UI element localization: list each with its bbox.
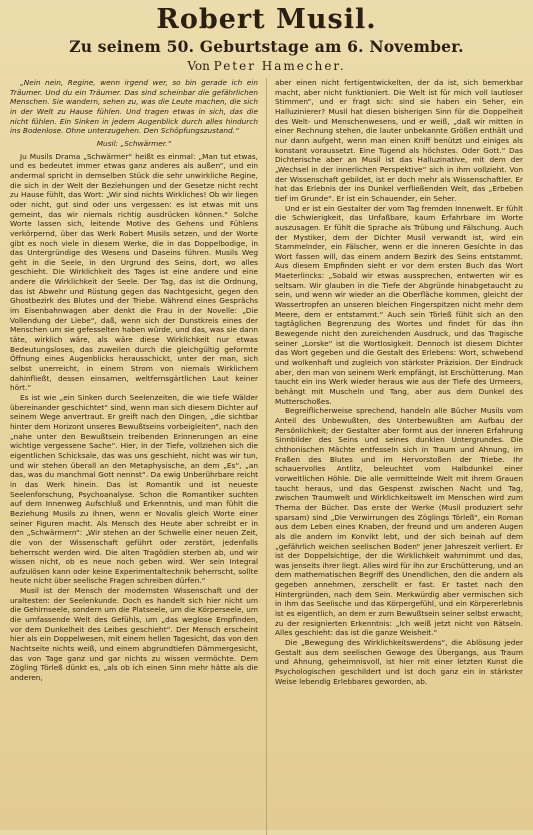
byline-prefix: Von: [187, 59, 210, 73]
paragraph: Musil ist der Mensch der modernsten Wissenschaft und der uraltesten: der Seelenkunde. Doch es handelt sich hier nicht um die Gehirnseele, sondern um die Platseele, um die Körperseele, um die umfassende Welt des Gefühls, um „das weglose Empfinden, vor dem Dunkelheit des Leibes geschieht“. Der Mensch erscheint hier als ein Doppelwesen, mit einem hellen Tagesicht, das von den Nachtseite nichts weiß, und einem abgrundtiefen Dämmergesicht, das von Tage ganz und gar nichts zu wissen vermöchte. Dem Zögling Törleß dünkt es, „als ob ich einen Sinn mehr hätte als die anderen,: [10, 586, 258, 683]
byline: [10, 59, 523, 74]
article-body: [10, 78, 523, 835]
article-subtitle: Zu seinem 50. Geburtstage am 6. November.: [69, 37, 464, 56]
paragraph: Die „Bewegung des Wirklichkeitswerdens“, die Ablösung jeder Gestalt aus dem seelischen Gewoge des Übergangs, aus Traum und Ahnung, geheimnisvoll, ist hier mit einer letzten Kunst die Psychologischen geschildert und ist doch ganz ein in stärkster Weise lebendig Erlebbares geworden, ab.: [275, 638, 523, 686]
paragraph: Begreiflicherweise sprechend, handeln alle Bücher Musils vom Anteil des Unbewußten, des Unterbewußten am Aufbau der Persönlichkeit; der Gestalter aber formt aus der inneren Erfahrung Sinnbilder des Seins und seines dunklen Untergrundes. Die chthonischen Mächte entfesseln sich in Traum und Ahnung, im Fraßen des Blutes und im Hervorstoßen der Triebe. Ihr schauervolles Antlitz, beleuchtet vom Halbdunkel einer vorweltlichen Höhle. Die alle vermittelnde Welt mit ihrem Grauen taucht heraus, und das Gespenst zwischen Nacht und Tag, zwischen Traumwelt und Wirklichkeitswelt im Menschen wird zum Thema der Bücher. Das erste der Werke (Musil produziert sehr sparsam) sind „Die Verwirrungen des Zöglings Törleß“, ein Roman aus dem Leben eines Knaben, der freund und um anderen Augen als die andern im Konvikt lebt, und der sich beinah auf dem „gefährlich weichen seelischen Boden“ jener Jahreszeit verliert. Er ist der Doppelsichtige, der die Wirklichkeit wahrnimmt und das, was jenseits ihrer liegt. Alles wird für ihn zur Erschütterung, und an dem mathematischen Begriff des Unendlichen, den die andern als gegeben annehmen, zerschellt er fast. Er tastet nach den Hintergründen, nach dem Sein. Merkwürdig aber vermischen sich in ihm das Seelische und das Körpergefühl, und ein Körpererlebnis ist es eigentlich, an dem er zum Bewußtsein seiner selbst erwacht, zu der resignierten Erkenntnis: „Ich weiß jetzt nicht von Rätseln. Alles geschieht: das ist die ganze Weisheit.“: [275, 406, 523, 638]
paragraph: Es ist wie „ein Sinken durch Seelenzeiten, die wie tiefe Wälder übereinander geschichtet“ sind, wenn man sich diesem Dichter auf seinem Wege anvertraut. Er greift nach den Dingen, „die sichtbar hinter dem Horizont unseres Bewußtseins vorbeigleiten“, nach den „nahe unter den Bewußtsein treibenden Erinnerungen an eine wichtige vergessene Sache“. Hier, in der Tiefe, vollziehen sich die eigentlichen Schicksale, das was uns geschieht, nicht was wir tun, und wir stehen überall an den Metaphysische, an dem „Es“, „an das, was du manchmal Gott nennst“. Da ewig Unberührbare reicht in das Werk hinein. Das ist Romantik und ist neueste Seelenforschung, Psychoanalyse. Schon die Romantiker suchten auf dem Innenweg Aufschluß und Erkenntnis, und man fühlt die Beziehung Musils zu ihnen, wenn er Novalis gleich Worte einer seiner Figuren macht. Als Mensch des Heute aber schreibt er in den „Schwärmern“: „Wir stehen an der Schwelle einer neuen Zeit, die von der Wissenschaft geführt oder zerstört, jedenfalls beherrscht werden wird. Die alten Tragödien sterben ab, und wir wissen nicht, ob es neue noch geben wird. Wer sein Integral aufzulösen kann oder keine Experimentaltechnik beherrscht, sollte heute nicht über seelische Fragen schreiben dürfen.“: [10, 393, 258, 586]
byline-author: Peter Hamecher.: [213, 59, 346, 73]
section-heading: Musil: „Schwärmer.“: [96, 138, 172, 148]
paragraph: aber einen nicht fertigentwickelten, der da ist, sich bemerkbar macht, aber nicht funktioniert. Die Welt ist für mich voll lautloser Stimmen“, und er fragt sich: sind sie haben ein Seher, ein Halluzinierer? Musil hat diesen bisherigen Sinn für die Doppelheit des Welt- und Menschenwesens, und er weiß, „daß wir mitten in einer Rechnung stehen, die lauter unbekannte Größen enthält und nur dann aufgeht, wenn man einen Kniff benützt und einiges als konstant voraussetzt. Eine Tugend als höchstes. Oder Gott.“ Das Dichterische aber an Musil ist das Halluzinative, mit dem der „Wechsel in der innerlichen Perspektive“ sich in ihm vollzieht. Von der Wissenschaft gebildet, ist er doch mehr als Wissenschaftler. Er hat das Erlebnis der ins Dunkel verfließenden Welt, das „Erbeben tief im Grunde“. Er ist ein Schauender, ein Seher.: [275, 78, 523, 203]
opening-quote: „Nein nein, Regine, wenn irgend wer, so bin gerade ich ein Träumer. Und du ein Träumer. Das sind scheinbar die gefährlichen Menschen. Sie wandern, sehen zu, was die Leute machen, die sich in der Welt zu Hause fühlen. Und tragen etwas in sich, das die nicht fühlen. Ein Sinken in jedem Augenblick durch alles hindurch ins Bodenlose. Ohne unterzugehen. Den Schöpfungszustand.“: [10, 78, 258, 136]
article-title: Robert Musil.: [156, 4, 377, 35]
paragraph: Ju Musils Drama „Schwärmer“ heißt es einmal: „Man tut etwas, und es bedeutet immer etwas ganz anderes als außen“, und ein andermal spricht in demselben Stück die sehr unwirkliche Regine, die sich in der Welt der Beziehungen und der Gesetze nicht recht zu Hause fühlt, das Wort: „Wir sind nichts Wirkliches! Ob wir liegen oder nicht, gut sind oder uns vergessen: es ist etwas mit uns gemeint, das wir niemals richtig ausdrücken können.“ Solche Worte lassen sich, leitende Motive des Gehens und Fühlens verkörpernd, über das Werk Robert Musils setzen, und der Worte gibt es noch viele in diesem Werke, die in das Doppelbodige, in das Untergründige des Wesens und Daseins führen. Musils Weg geht in die Seele, in den Urgrund des Seins, dort, wo alles geschieht. Die Wirklichkeit des Tages ist eine andere und eine andere die Wirklichkeit der Seele. Der Tag, das ist die Ordnung, das ist Abwehr und Rüstung gegen das Nachtgesicht, gegen den Ghostbezirk des Blutes und der Triebe. Während eines Gesprächs im Eisenbahnwagen aber denkt die Frau in der Novelle: „Die Vollendung der Liebe“, daß, wenn sich der Dunstkreis eines der Menschen um sie gefesselten haben würde, und das, was sie dann täte, wirklich wäre, als wäre diese Wirklichkeit nur etwas Bedeutungsloses, das zuweilen durch die gleichgültig geformte Öffnung eines Augenblicks herausschickt, unter der man, sich selbst unerreicht, in einem Strom von niemals Wirklichem dahinfließt, dessen einsamen, weltfernsgärtlichen Laut keiner hört.“: [10, 151, 258, 393]
paragraph: Und er ist ein Gestalter der vom Tag fremden Innenwelt. Er fühlt die Schwierigkeit, das Unfaßbare, kaum Erfahrbare im Worte auszusagen. Er fühlt die Sprache als Trübung und Fälschung. Auch der Mystiker, dem der Dichter Musil verwandt ist, wird ein Stammelnder, ein Fälscher, wenn er die inneren Gesichte in das Wort fassen will, das einem andern Bezirk des Seins entstammt. Aus diesem Empfinden sieht er vor dem ersten Buch das Wort Maeterlincks: „Sobald wir etwas aussprechen, entwerten wir es seltsam. Wir glauben in die Tiefe der Abgründe hinabgetaucht zu sein, und wenn wir wieder an die Oberfläche kommen, gleicht der Wassertropfen an unseren bleichen Fingerspitzen nicht mehr dem Meere, dem er entstammt.“ Auch sein Törleß fühlt sich an den tagtäglichen Begrenzung des Wortes und findet für das ihn Bewegende nicht den zureichenden Ausdruck, und das Tragische seiner „Lorske“ ist die Wortlosigkeit. Dennoch ist diesem Dichter das Wort gegeben und die Gestalt des Erlebens: Wort, schwebend und wolkenhaft und zugleich von stärkster Präzision. Der Eindruck aber, den man von seinem Werk empfängt, ist Erschütterung. Man taucht ein ins Werk wieder heraus wie aus der Tiefe des Urmeers, behängt mit Muscheln und Tang, aber aus dem Dunkel des Mutterschoßes.: [275, 203, 523, 406]
left-column: [10, 78, 258, 835]
right-column: [266, 78, 523, 835]
